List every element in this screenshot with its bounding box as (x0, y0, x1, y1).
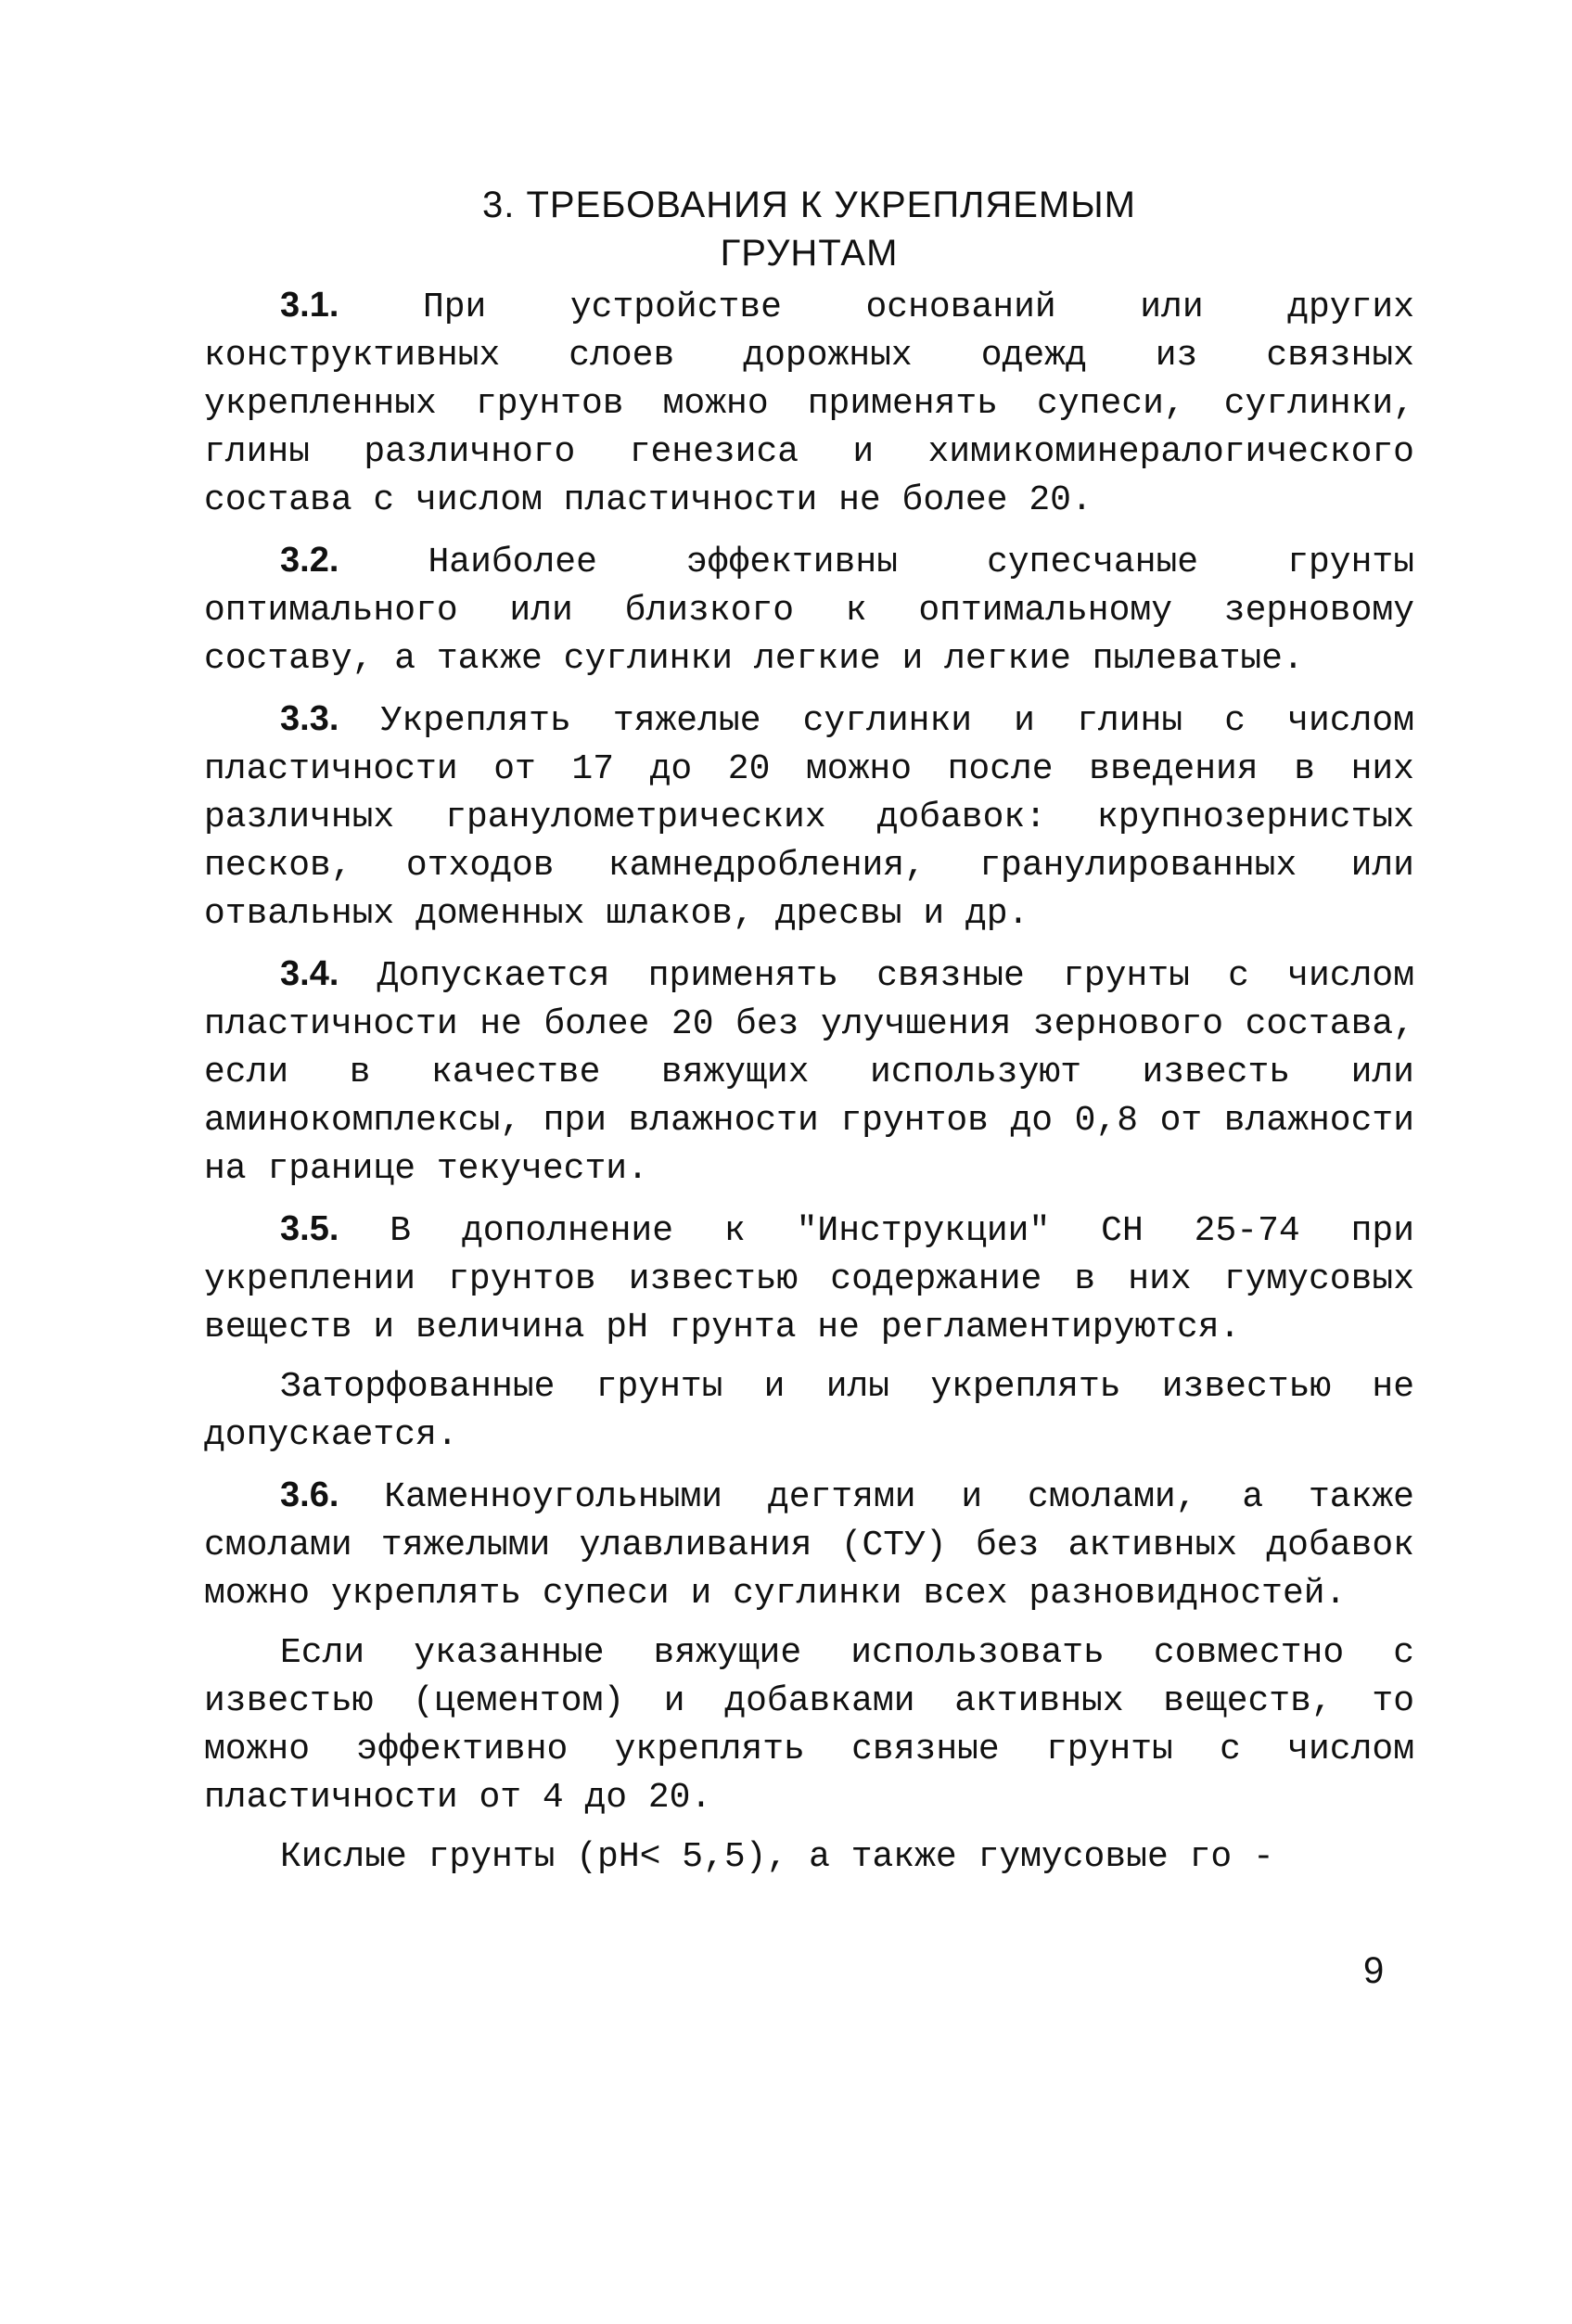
paragraph-number: 3.6. (280, 1475, 339, 1514)
body-text (204, 281, 1414, 1893)
paragraph-text: Наиболее эффективны супесчаные грунты оптимального или близкого к оптимальному зерновому составу, а также суглинки легкие и легкие пылеватые. (204, 543, 1414, 679)
paragraph-text: При устройстве оснований или других конструктивных слоев дорожных одежд из связных укрепленных грунтов можно применять супеси, суглинки, глины различного генезиса и химикоминералогического состава с числом пластичности не более 20. (204, 287, 1414, 520)
paragraph-3-6 (204, 1471, 1414, 1618)
paragraph-3-4 (204, 950, 1414, 1194)
section-heading (204, 181, 1414, 277)
paragraph-acid-soils (204, 1833, 1414, 1882)
paragraph-text: Каменноугольными дегтями и смолами, а также смолами тяжелыми улавливания (СТУ) без активных добавок можно укреплять супеси и суглинки всех разновидностей. (204, 1477, 1414, 1614)
paragraph-3-6-continuation (204, 1629, 1414, 1822)
paragraph-text: Допускается применять связные грунты с числом пластичности не более 20 без улучшения зернового состава, если в качестве вяжущих используют известь или аминокомплексы, при влажности грунтов до 0,8 от влажности на границе текучести. (204, 956, 1414, 1189)
paragraph-3-3 (204, 695, 1414, 939)
page-number: 9 (1363, 1950, 1385, 1991)
paragraph-number: 3.5. (280, 1209, 339, 1248)
paragraph-3-2 (204, 536, 1414, 683)
paragraph-number: 3.1. (280, 286, 339, 325)
paragraph-text: Укреплять тяжелые суглинки и глины с числом пластичности от 17 до 20 можно после введения в них различных гранулометрических добавок: крупнозернистых песков, отходов камнедробления, гранулированных или отвальных доменных шлаков, дресвы и др. (204, 701, 1414, 934)
paragraph-text: В дополнение к "Инструкции" СН 25-74 при укреплении грунтов известью содержание в них гумусовых веществ и величина pH грунта не регламентируются. (204, 1211, 1414, 1347)
paragraph-text: Если указанные вяжущие использовать совместно с известью (цементом) и добавками активных веществ, то можно эффективно укреплять связные грунты с числом пластичности от 4 до 20. (204, 1633, 1414, 1818)
paragraph-number: 3.4. (280, 954, 339, 993)
paragraph-text: Кислые грунты (pH< 5,5), а также гумусовые го - (280, 1837, 1274, 1877)
paragraph-text: Заторфованные грунты и илы укреплять известью не допускается. (204, 1367, 1414, 1455)
paragraph-3-5-continuation (204, 1363, 1414, 1460)
section-heading-line-1: 3. ТРЕБОВАНИЯ К УКРЕПЛЯЕМЫМ (482, 185, 1136, 225)
paragraph-3-1 (204, 281, 1414, 525)
section-heading-line-2: ГРУНТАМ (720, 233, 899, 274)
paragraph-number: 3.2. (280, 541, 339, 580)
paragraph-number: 3.3. (280, 699, 339, 738)
paragraph-3-5 (204, 1205, 1414, 1352)
